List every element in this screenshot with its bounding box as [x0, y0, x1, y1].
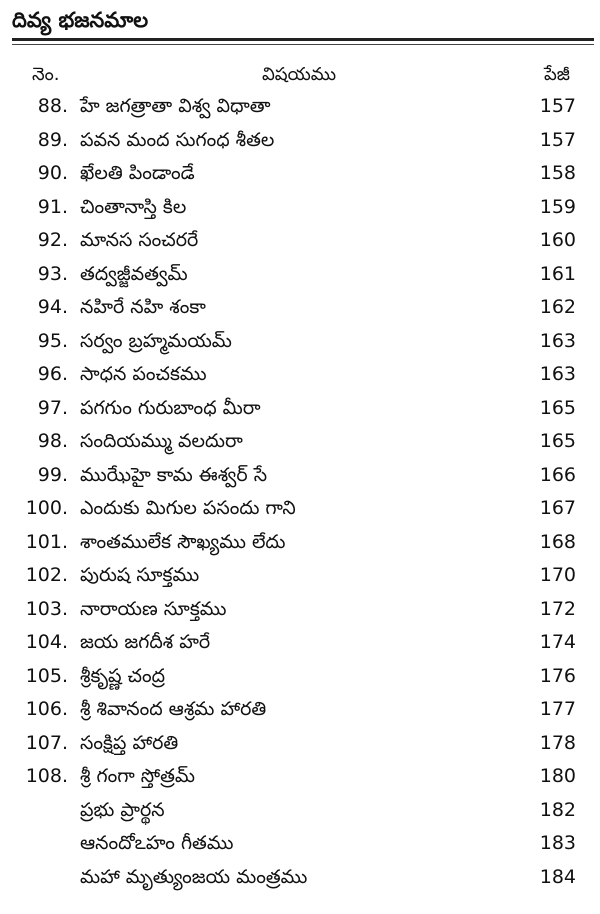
toc-row [0, 291, 600, 325]
column-header-row [0, 62, 600, 88]
entry-page-number: 172 [539, 597, 576, 620]
toc-row [0, 358, 600, 392]
entry-number: 108. [25, 765, 68, 787]
entry-title: ఎందుకు మిగుల పసందు గాని [80, 497, 296, 519]
toc-row [0, 459, 600, 493]
entry-number: 93. [37, 262, 68, 285]
entry-number: 89. [37, 128, 68, 151]
toc-row [0, 90, 600, 124]
toc-row [0, 727, 600, 761]
entry-title: హే జగత్రాతా విశ్వ విధాతా [80, 95, 271, 117]
entry-page-number: 157 [539, 95, 576, 117]
entry-page-number: 180 [539, 765, 576, 787]
toc-row [0, 526, 600, 560]
entry-number: 101. [25, 530, 68, 553]
entry-number: 99. [37, 463, 68, 486]
entry-number: 95. [37, 329, 68, 352]
toc-row [0, 325, 600, 359]
toc-row [0, 224, 600, 258]
entry-page-number: 170 [539, 564, 576, 586]
entry-title: శ్రీ శివానంద ఆశ్రమ హారతి [80, 698, 267, 720]
entry-title: తద్వజ్జీవత్వమ్ [80, 262, 188, 285]
entry-title: మహా మృత్యుంజయ మంత్రము [80, 865, 308, 888]
toc-row [0, 660, 600, 694]
entry-number: 96. [37, 363, 68, 385]
toc-row [0, 794, 600, 828]
entry-number: 94. [37, 296, 68, 318]
entry-title: శ్రీ గంగా స్తోత్రమ్ [80, 765, 195, 787]
entry-number: 103. [25, 597, 68, 620]
entry-title: సందియమ్ము వలదురా [80, 430, 243, 452]
entry-title: సాధన పంచకము [80, 363, 207, 385]
entry-page-number: 178 [539, 731, 576, 754]
entry-page-number: 182 [539, 798, 576, 821]
entry-page-number: 183 [539, 832, 576, 854]
entry-number: 98. [37, 430, 68, 452]
toc-row [0, 861, 600, 895]
entry-title: జయ జగదీశ హరే [80, 631, 211, 653]
toc-row [0, 157, 600, 191]
entry-title: ఆనందోఽహం గీతము [80, 832, 234, 854]
header-rule-thick [12, 38, 594, 41]
column-header-number: నెం. [32, 64, 60, 85]
entry-page-number: 163 [539, 329, 576, 352]
column-header-page: పేజీ [544, 64, 570, 85]
entry-page-number: 168 [539, 530, 576, 553]
entry-page-number: 159 [539, 195, 576, 218]
entry-number: 90. [37, 162, 68, 184]
toc-row [0, 191, 600, 225]
toc-row [0, 124, 600, 158]
entry-number: 100. [25, 497, 68, 519]
toc-row [0, 492, 600, 526]
entry-page-number: 184 [539, 865, 576, 888]
entry-title: ముఝేహై కామ ఈశ్వర్ సే [80, 463, 268, 486]
entry-page-number: 167 [539, 497, 576, 519]
entry-title: పవన మంద సుగంధ శీతల [80, 128, 275, 151]
entry-title: నారాయణ సూక్తము [80, 597, 227, 620]
entry-page-number: 176 [539, 664, 576, 687]
entry-title: ప్రభు ప్రార్థన [80, 798, 165, 821]
entry-page-number: 165 [539, 396, 576, 419]
toc-row [0, 827, 600, 861]
entry-number: 106. [25, 698, 68, 720]
book-title: దివ్య భజనమాల [12, 8, 149, 32]
column-header-subject: విషయము [262, 64, 337, 85]
entry-number: 105. [25, 664, 68, 687]
entry-title: పురుష సూక్తము [80, 564, 200, 586]
entry-page-number: 160 [539, 229, 576, 251]
toc-row [0, 760, 600, 794]
entry-title: ఖేలతి పిండాండే [80, 162, 195, 184]
toc-row [0, 593, 600, 627]
entry-title: సర్వం బ్రహ్మమయమ్ [80, 329, 232, 352]
entry-page-number: 157 [539, 128, 576, 151]
entry-title: శాంతములేక సౌఖ్యము లేదు [80, 530, 286, 553]
toc-row [0, 559, 600, 593]
entry-page-number: 161 [539, 262, 576, 285]
entry-number: 92. [37, 229, 68, 251]
entry-title: శ్రీకృష్ణ చంద్ర [80, 664, 166, 687]
entry-page-number: 177 [539, 698, 576, 720]
entry-page-number: 165 [539, 430, 576, 452]
entry-page-number: 158 [539, 162, 576, 184]
toc-row [0, 425, 600, 459]
toc-row [0, 693, 600, 727]
entry-title: సంక్షిప్త హారతి [80, 731, 179, 754]
entry-number: 107. [25, 731, 68, 754]
entry-page-number: 163 [539, 363, 576, 385]
toc-row [0, 258, 600, 292]
entry-title: చింతానాస్తి కిల [80, 195, 187, 218]
header-rule-thin [12, 44, 594, 45]
entry-number: 91. [37, 195, 68, 218]
entry-title: మానస సంచరరే [80, 229, 199, 251]
toc-row [0, 392, 600, 426]
entry-number: 88. [37, 95, 68, 117]
toc-row [0, 626, 600, 660]
entry-page-number: 166 [539, 463, 576, 486]
entry-number: 104. [25, 631, 68, 653]
entry-number: 102. [25, 564, 68, 586]
entry-number: 97. [37, 396, 68, 419]
entry-page-number: 162 [539, 296, 576, 318]
entry-title: పగగుం గురుబాంధ మీరా [80, 396, 261, 419]
entry-page-number: 174 [539, 631, 576, 653]
entry-title: నహిరే నహి శంకా [80, 296, 206, 318]
table-of-contents [0, 90, 600, 894]
